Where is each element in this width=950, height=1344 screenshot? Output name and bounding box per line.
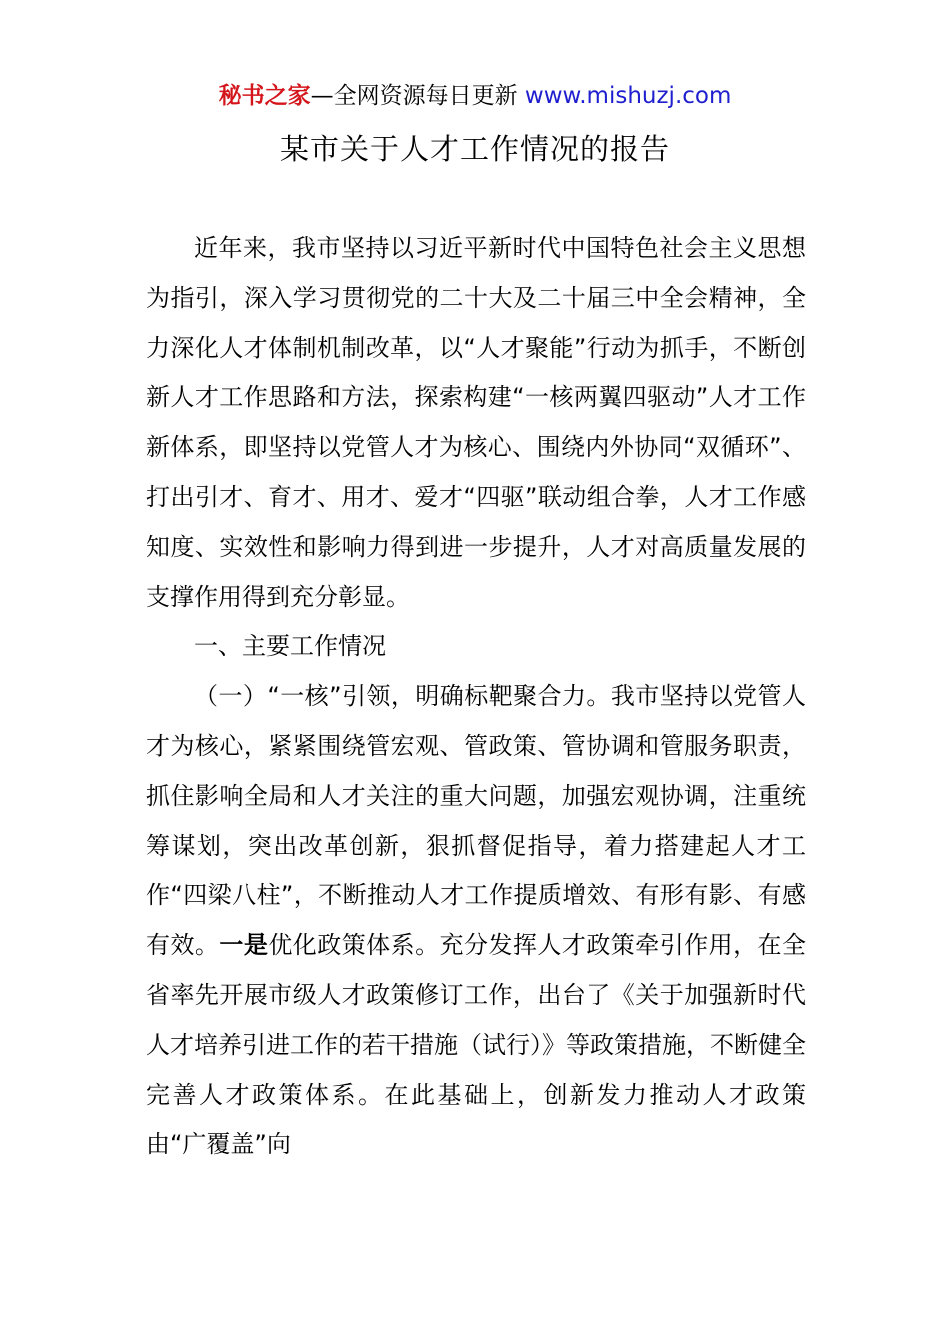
site-brand-name: 秘书之家: [218, 83, 311, 109]
site-url-link[interactable]: www.mishuzj.com: [524, 83, 732, 109]
site-tagline: —全网资源每日更新: [310, 83, 525, 109]
site-header: [0, 80, 950, 112]
point-text-first: 优化政策体系。充分发挥人才政策牵引作用，在全省率先开展市级人才政策修订工作，出台了《关于加强新时代人才培养引进工作的若干措施（试行）》等政策措施，不断健全完善人才政策体系。在此基础上，创新发力推动人才政策由“广覆盖”向: [146, 931, 807, 1159]
intro-paragraph: 近年来，我市坚持以习近平新时代中国特色社会主义思想为指引，深入学习贯彻党的二十大及二十届三中全会精神，全力深化人才体制机制改革，以“人才聚能”行动为抓手，不断创新人才工作思路和方法，探索构建“一核两翼四驱动”人才工作新体系，即坚持以党管人才为核心、围绕内外协同“双循环”、打出引才、育才、用才、爱才“四驱”联动组合拳，人才工作感知度、实效性和影响力得到进一步提升，人才对高质量发展的支撑作用得到充分彰显。: [146, 234, 806, 611]
section-heading-main-work: 一、主要工作情况: [194, 632, 386, 661]
document-body: [146, 224, 806, 1170]
document-title: 某市关于人才工作情况的报告: [279, 132, 670, 166]
subsection-heading: （一）“一核”引领，明确标靶聚合力。: [194, 682, 611, 711]
point-label-first: 一是: [219, 931, 269, 960]
subsection-text: 我市坚持以党管人才为核心，紧紧围绕管宏观、管政策、管协调和管服务职责，抓住影响全局和人才关注的重大问题，加强宏观协调，注重统筹谋划，突出改革创新，狠抓督促指导，着力搭建起人才工作“四梁八柱”，不断推动人才工作提质增效、有形有影、有感有效。: [146, 682, 807, 960]
subsection-paragraph-one-core: [146, 672, 806, 1170]
